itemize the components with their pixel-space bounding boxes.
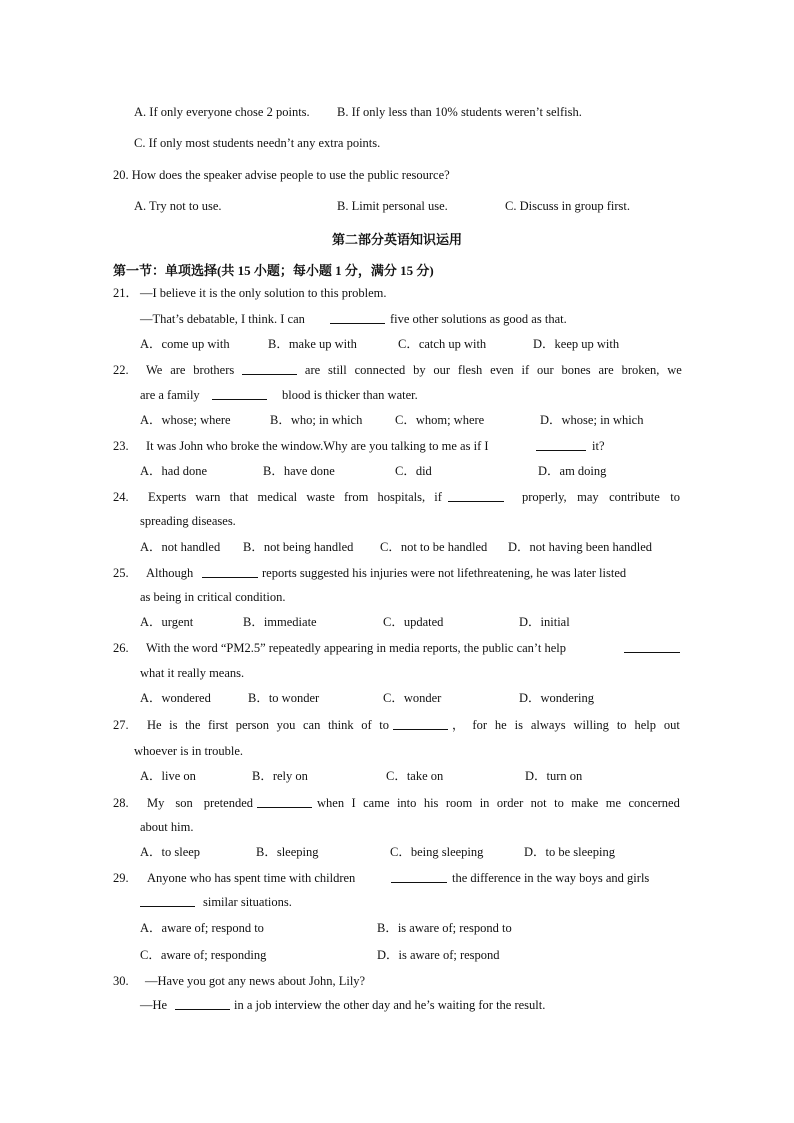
q22-word: still xyxy=(328,363,347,377)
q30-text-a: —He xyxy=(140,998,168,1012)
q28-word: room xyxy=(445,796,473,810)
q30-line1: —Have you got any news about John, Lily? xyxy=(145,974,366,988)
q28-word: to xyxy=(554,796,564,810)
q24-word: Experts xyxy=(148,490,187,504)
q25-blank[interactable] xyxy=(202,565,258,582)
q29-option-b[interactable]: B．is aware of; respond to xyxy=(377,921,512,935)
q27-word: you xyxy=(276,718,296,732)
q21-option-c[interactable]: C．catch up with xyxy=(398,337,487,351)
q22-word: brothers xyxy=(193,363,235,377)
q27-word: for xyxy=(472,718,487,732)
q27-word: he xyxy=(494,718,507,732)
q26-number: 26. xyxy=(113,641,129,655)
q29-option-a[interactable]: A．aware of; respond to xyxy=(140,921,264,935)
q24-line1-a xyxy=(148,489,442,505)
q23-option-a[interactable]: A．had done xyxy=(140,464,207,478)
q24-word: to xyxy=(670,490,680,504)
q23-text-b: it? xyxy=(592,439,605,453)
q29-text-a: Anyone who has spent time with children xyxy=(147,871,356,885)
q24-word: warn xyxy=(195,490,221,504)
q28-word: make xyxy=(571,796,599,810)
q28-option-a[interactable]: A．to sleep xyxy=(140,845,201,859)
q25-option-b[interactable]: B．immediate xyxy=(243,615,317,629)
q25-text-b: reports suggested his injuries were not lifethreatening, he was later listed xyxy=(262,566,627,580)
q28-word: pretended xyxy=(203,796,253,810)
q27-word: person xyxy=(235,718,270,732)
q24-word: may xyxy=(577,490,599,504)
q27-number: 27. xyxy=(113,718,129,732)
q20-option-c[interactable]: C. Discuss in group first. xyxy=(505,199,630,213)
q20-option-b[interactable]: B. Limit personal use. xyxy=(337,199,448,213)
q24-word: contribute xyxy=(609,490,660,504)
q28-word: me xyxy=(605,796,622,810)
q26-option-d[interactable]: D．wondering xyxy=(519,691,594,705)
q27-word: always xyxy=(530,718,566,732)
q22-option-a[interactable]: A．whose; where xyxy=(140,413,231,427)
q24-option-a[interactable]: A．not handled xyxy=(140,540,221,554)
q27-word: is xyxy=(169,718,178,732)
q27-word: of xyxy=(361,718,372,732)
q26-option-b[interactable]: B．to wonder xyxy=(248,691,320,705)
q28-option-d[interactable]: D．to be sleeping xyxy=(524,845,615,859)
q19-option-c[interactable]: C. If only most students needn’t any extra points. xyxy=(134,136,381,150)
q27-blank[interactable] xyxy=(393,717,448,734)
q24-option-d[interactable]: D．not having been handled xyxy=(508,540,653,554)
q21-line1: —I believe it is the only solution to this problem. xyxy=(140,286,387,300)
q22-text-b: blood is thicker than water. xyxy=(282,388,418,402)
q22-word: by xyxy=(413,363,426,377)
q21-text-b: five other solutions as good as that. xyxy=(390,312,567,326)
q29-option-d[interactable]: D．is aware of; respond xyxy=(377,948,500,962)
q27-word: the xyxy=(185,718,201,732)
q22-blank-1[interactable] xyxy=(242,362,297,375)
q22-word: are xyxy=(598,363,614,377)
q28-word: concerned xyxy=(628,796,680,810)
q28-line1-b xyxy=(317,795,680,811)
q22-word: we xyxy=(667,363,682,377)
q28-number: 28. xyxy=(113,796,129,810)
q27-word: He xyxy=(147,718,162,732)
q26-blank[interactable] xyxy=(624,640,680,657)
q24-word: medical xyxy=(257,490,298,504)
q28-line1-a xyxy=(147,795,253,811)
q24-word: waste xyxy=(306,490,335,504)
q23-option-c[interactable]: C．did xyxy=(395,464,432,478)
q24-word: that xyxy=(229,490,249,504)
q25-option-d[interactable]: D．initial xyxy=(519,615,570,629)
q24-word: if xyxy=(434,490,442,504)
q27-option-b[interactable]: B．rely on xyxy=(252,769,308,783)
q24-word: hospitals, xyxy=(377,490,426,504)
q24-word: properly, xyxy=(522,490,567,504)
q21-option-b[interactable]: B．make up with xyxy=(268,337,357,351)
q23-option-b[interactable]: B．have done xyxy=(263,464,335,478)
q27-word: is xyxy=(514,718,523,732)
section-heading: 第一节：单项选择(共 15 小题；每小题 1 分，满分 15 分) xyxy=(113,263,434,278)
q22-option-b[interactable]: B．who; in which xyxy=(270,413,363,427)
q27-word: help xyxy=(634,718,656,732)
q23-option-d[interactable]: D．am doing xyxy=(538,464,607,478)
q30-text-b: in a job interview the other day and he’s waiting for the result. xyxy=(234,998,546,1012)
q21-option-a[interactable]: A．come up with xyxy=(140,337,230,351)
part-heading: 第二部分英语知识运用 xyxy=(331,232,462,247)
q24-option-c[interactable]: C．not to be handled xyxy=(380,540,488,554)
q20-stem: 20. How does the speaker advise people to use the public resource? xyxy=(113,168,450,182)
q22-number: 22. xyxy=(113,363,129,377)
q27-word: can xyxy=(302,718,321,732)
q22-line1 xyxy=(146,362,682,378)
q22-word: our xyxy=(536,363,554,377)
q21-option-d[interactable]: D．keep up with xyxy=(533,337,620,351)
q24-word: from xyxy=(344,490,369,504)
q28-word: My xyxy=(147,796,165,810)
q27-word: to xyxy=(616,718,627,732)
q24-option-b[interactable]: B．not being handled xyxy=(243,540,354,554)
q30-blank[interactable] xyxy=(175,997,230,1014)
q27-word: think xyxy=(327,718,354,732)
q19-option-b[interactable]: B. If only less than 10% students weren’t selfish. xyxy=(337,105,582,119)
q25-option-a[interactable]: A．urgent xyxy=(140,615,194,629)
q25-option-c[interactable]: C．updated xyxy=(383,615,444,629)
q28-word: order xyxy=(496,796,524,810)
q22-word: broken, xyxy=(621,363,660,377)
q21-blank[interactable] xyxy=(330,311,385,328)
q22-word: We xyxy=(146,363,163,377)
q22-word: connected xyxy=(354,363,406,377)
q28-word: in xyxy=(479,796,490,810)
q22-text-a: are a family xyxy=(140,388,200,402)
q27-line2: whoever is in trouble. xyxy=(134,744,244,758)
q29-text-b: the difference in the way boys and girls xyxy=(452,871,650,885)
q28-word: his xyxy=(423,796,439,810)
q23-text-a: It was John who broke the window.Why are you talking to me as if I xyxy=(146,439,489,453)
q29-number: 29. xyxy=(113,871,129,885)
q19-option-a[interactable]: A. If only everyone chose 2 points. xyxy=(134,105,310,119)
q28-word: son xyxy=(175,796,193,810)
q27-word: out xyxy=(663,718,680,732)
q22-blank-2[interactable] xyxy=(212,387,267,404)
q22-word: if xyxy=(521,363,530,377)
q22-option-d[interactable]: D．whose; in which xyxy=(540,413,644,427)
q27-word: ， xyxy=(452,718,465,732)
q22-word: flesh xyxy=(457,363,483,377)
q29-blank-1[interactable] xyxy=(391,870,447,887)
q22-word: our xyxy=(433,363,451,377)
q22-word: even xyxy=(490,363,514,377)
q26-line2: what it really means. xyxy=(140,666,245,680)
q27-option-c[interactable]: C．take on xyxy=(386,769,444,783)
q24-line1-b xyxy=(522,489,680,505)
q26-text: With the word “PM2.5” repeatedly appearing in media reports, the public can’t help xyxy=(146,641,566,655)
q27-word: first xyxy=(207,718,229,732)
q27-line1-b xyxy=(452,717,680,733)
q25-line2: as being in critical condition. xyxy=(140,590,286,604)
q24-blank[interactable] xyxy=(448,489,504,506)
q28-option-b[interactable]: B．sleeping xyxy=(256,845,319,859)
q21-text-a: —That’s debatable, I think. I can xyxy=(140,312,305,326)
q29-blank-2[interactable] xyxy=(140,894,195,911)
q26-option-c[interactable]: C．wonder xyxy=(383,691,442,705)
q28-word: came xyxy=(363,796,390,810)
q30-number: 30. xyxy=(113,974,129,988)
q22-word: are xyxy=(304,363,321,377)
q26-option-a[interactable]: A．wondered xyxy=(140,691,211,705)
q23-number: 23. xyxy=(113,439,129,453)
q27-option-d[interactable]: D．turn on xyxy=(525,769,583,783)
q27-word: to xyxy=(379,718,389,732)
q21-number: 21． xyxy=(113,286,139,300)
q28-line2: about him. xyxy=(140,820,194,834)
q23-blank[interactable] xyxy=(536,438,586,455)
q28-word: I xyxy=(351,796,356,810)
q28-word: not xyxy=(530,796,547,810)
q29-text-c: similar situations. xyxy=(203,895,292,909)
q27-line1-a xyxy=(147,717,389,733)
q22-word: bones xyxy=(561,363,591,377)
q28-word: into xyxy=(396,796,417,810)
q28-blank[interactable] xyxy=(257,795,312,812)
q28-word: when xyxy=(317,796,345,810)
q29-option-c[interactable]: C．aware of; responding xyxy=(140,948,267,962)
q22-option-c[interactable]: C．whom; where xyxy=(395,413,485,427)
q28-option-c[interactable]: C．being sleeping xyxy=(390,845,484,859)
q25-text-a: Although xyxy=(146,566,194,580)
q24-line2: spreading diseases. xyxy=(140,514,236,528)
q24-number: 24. xyxy=(113,490,129,504)
q25-number: 25. xyxy=(113,566,129,580)
q27-word: willing xyxy=(573,718,609,732)
q20-option-a[interactable]: A. Try not to use. xyxy=(134,199,222,213)
q22-word: are xyxy=(170,363,186,377)
q27-option-a[interactable]: A．live on xyxy=(140,769,196,783)
